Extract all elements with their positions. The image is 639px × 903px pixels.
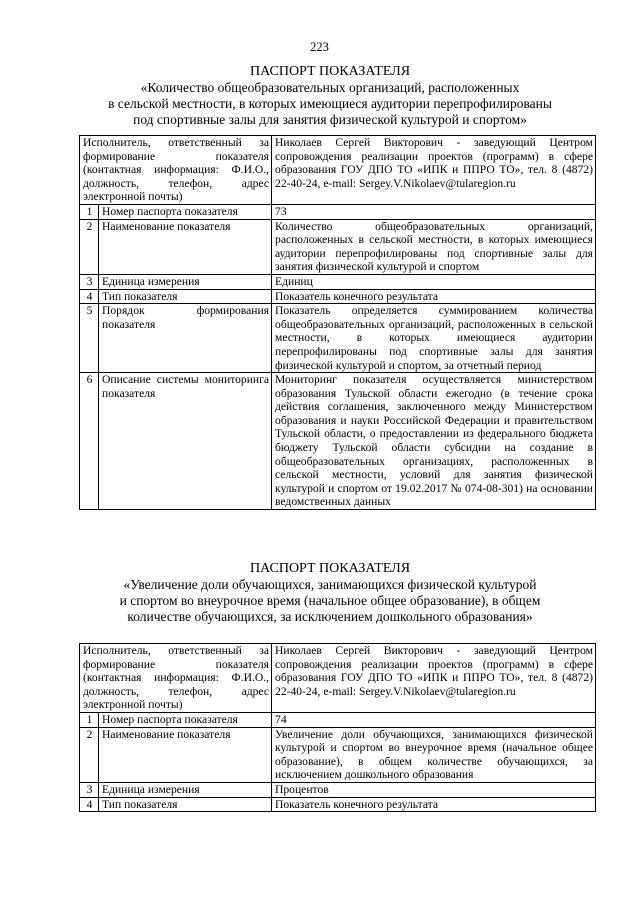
passport-1-heading: ПАСПОРТ ПОКАЗАТЕЛЯ: [249, 64, 411, 79]
row-number: 4: [80, 797, 99, 812]
row-number: 1: [80, 712, 99, 727]
row-number: 4: [80, 289, 99, 304]
table-row: [80, 373, 596, 510]
row-value: Увеличение доли обучающихся, занимающихся физической культурой и спортом во внеурочное время (начальное общее образование), в общем количестве обучающихся, за исключением дошкольного образования: [272, 727, 596, 782]
table-row: [80, 304, 596, 373]
row-number: 1: [80, 204, 99, 219]
row-value: 73: [272, 204, 596, 219]
executor-value: Николаев Сергей Викторович - заведующий Центром сопровождения реализации проектов (программ) в сфере образования ГОУ ДПО ТО «ИПК и ППРО ТО», тел. 8 (4872) 22-40-24, e-mail: Sergey.V.Nikolaev@tularegion.ru: [272, 644, 596, 713]
row-number: 2: [80, 727, 99, 782]
row-value: Процентов: [272, 782, 596, 797]
table-row: [80, 644, 596, 713]
row-label: Единица измерения: [99, 274, 272, 289]
row-number: 3: [80, 782, 99, 797]
row-label: Порядок формирования показателя: [99, 304, 272, 373]
row-number: 2: [80, 219, 99, 274]
row-number: 5: [80, 304, 99, 373]
passport-2-heading: ПАСПОРТ ПОКАЗАТЕЛЯ: [249, 561, 411, 576]
executor-value: Николаев Сергей Викторович - заведующий Центром сопровождения реализации проектов (программ) в сфере образования ГОУ ДПО ТО «ИПК и ППРО ТО», тел. 8 (4872) 22-40-24, e-mail: Sergey.V.Nikolaev@tularegion.ru: [272, 136, 596, 205]
row-value: Единиц: [272, 274, 596, 289]
passport-1-title-line: «Количество общеобразовательных организаций, расположенных: [140, 80, 520, 95]
row-number: 3: [80, 274, 99, 289]
table-row: [80, 727, 596, 782]
page-number: 223: [310, 40, 329, 54]
passport-2-title: [60, 561, 600, 625]
row-value: Количество общеобразовательных организаций, расположенных в сельской местности, в которых имеющиеся аудитории перепрофилированы под спортивные залы для занятия физической культурой и спортом: [272, 219, 596, 274]
passport-1-title-line: в сельской местности, в которых имеющиеся аудитории перепрофилированы: [108, 96, 552, 111]
table-row: [80, 219, 596, 274]
table-row: [80, 136, 596, 205]
table-row: [80, 274, 596, 289]
table-row: [80, 204, 596, 219]
row-label: Описание системы мониторинга показателя: [99, 373, 272, 510]
passport-2-title-line: количестве обучающихся, за исключением дошкольного образования»: [127, 609, 533, 624]
row-value: 74: [272, 712, 596, 727]
row-label: Наименование показателя: [99, 219, 272, 274]
table-row: [80, 289, 596, 304]
row-label: Тип показателя: [99, 797, 272, 812]
passport-1-title-line: под спортивные залы для занятия физической культурой и спортом»: [133, 112, 527, 127]
executor-label: Исполнитель, ответственный за формирование показателя (контактная информация: Ф.И.О., должность, телефон, адрес электронной почты): [80, 644, 272, 713]
executor-label: Исполнитель, ответственный за формирование показателя (контактная информация: Ф.И.О., должность, телефон, адрес электронной почты): [80, 136, 272, 205]
row-label: Наименование показателя: [99, 727, 272, 782]
passport-1-table: [79, 135, 596, 510]
passport-1-title: [60, 64, 600, 128]
table-row: [80, 782, 596, 797]
passport-2-title-line: и спортом во внеурочное время (начальное общее образование), в общем: [119, 593, 541, 608]
row-number: 6: [80, 373, 99, 510]
row-label: Номер паспорта показателя: [99, 204, 272, 219]
table-row: [80, 712, 596, 727]
row-value: Мониторинг показателя осуществляется министерством образования Тульской области ежегодно (в течение срока действия соглашения, заключенного между Министерством образования и науки Российской Федерации и правительством Тульской области, о предоставлении из федерального бюджета бюджету Тульской области субсидии на создание в общеобразовательных организациях, расположенных в сельской местности, условий для занятия физической культурой и спортом от 19.02.2017 № 074-08-301) на основании ведомственных данных: [272, 373, 596, 510]
row-label: Единица измерения: [99, 782, 272, 797]
passport-2-table: [79, 643, 596, 812]
row-value: Показатель конечного результата: [272, 289, 596, 304]
passport-2-title-line: «Увеличение доли обучающихся, занимающихся физической культурой: [123, 577, 537, 592]
table-row: [80, 797, 596, 812]
row-value: Показатель конечного результата: [272, 797, 596, 812]
row-value: Показатель определяется суммированием количества общеобразовательных организаций, расположенных в сельской местности, в которых имеющиеся аудитории перепрофилированы под спортивные залы для занятия физической культурой и спортом, за отчетный период: [272, 304, 596, 373]
row-label: Номер паспорта показателя: [99, 712, 272, 727]
row-label: Тип показателя: [99, 289, 272, 304]
